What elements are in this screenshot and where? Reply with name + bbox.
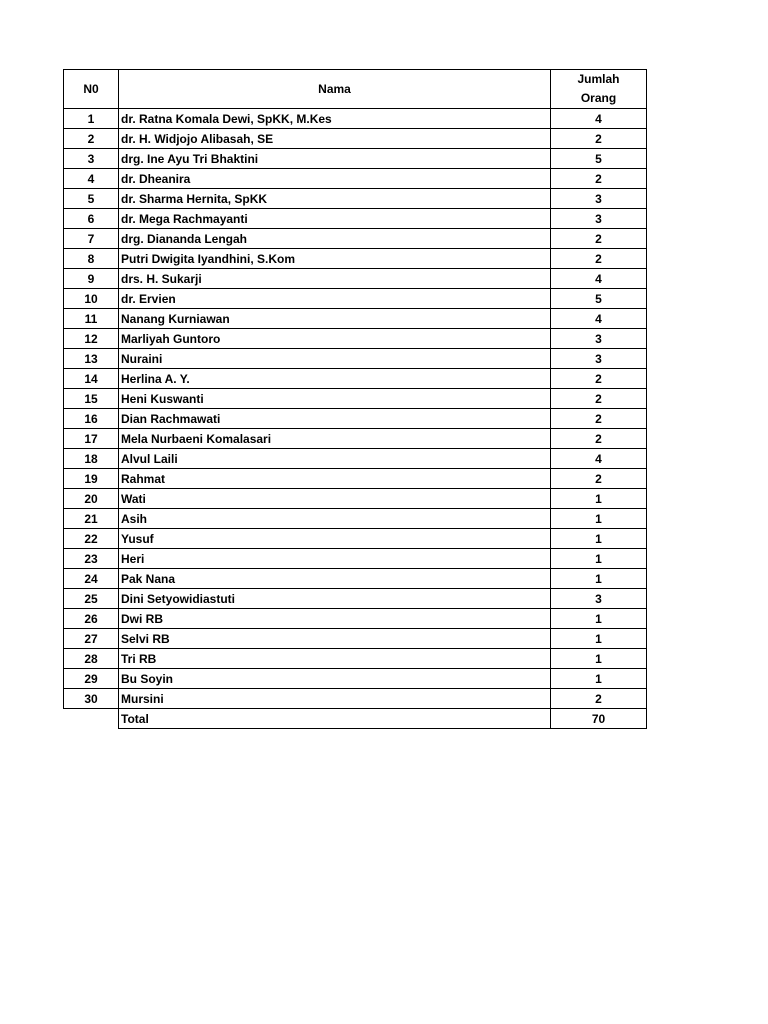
table-row <box>64 349 647 369</box>
row-jumlah: 4 <box>551 449 647 469</box>
total-value: 70 <box>551 709 647 729</box>
row-nama: dr. Dheanira <box>119 169 551 189</box>
row-nama: drg. Ine Ayu Tri Bhaktini <box>119 149 551 169</box>
table-row <box>64 189 647 209</box>
row-nama: Yusuf <box>119 529 551 549</box>
row-nama: dr. H. Widjojo Alibasah, SE <box>119 129 551 149</box>
row-no: 4 <box>64 169 119 189</box>
row-jumlah: 4 <box>551 309 647 329</box>
header-jumlah-line1: Jumlah <box>577 72 620 86</box>
row-nama: Tri RB <box>119 649 551 669</box>
row-nama: Alvul Laili <box>119 449 551 469</box>
row-no: 19 <box>64 469 119 489</box>
row-no: 18 <box>64 449 119 469</box>
table-row <box>64 649 647 669</box>
row-no: 29 <box>64 669 119 689</box>
row-nama: Mursini <box>119 689 551 709</box>
row-nama: Dwi RB <box>119 609 551 629</box>
table-row <box>64 549 647 569</box>
row-jumlah: 2 <box>551 689 647 709</box>
table-row <box>64 429 647 449</box>
header-no: N0 <box>64 70 119 109</box>
row-no: 11 <box>64 309 119 329</box>
row-jumlah: 1 <box>551 489 647 509</box>
table-row <box>64 589 647 609</box>
row-nama: drg. Diananda Lengah <box>119 229 551 249</box>
row-jumlah: 1 <box>551 549 647 569</box>
row-nama: Heni Kuswanti <box>119 389 551 409</box>
row-no: 9 <box>64 269 119 289</box>
row-jumlah: 2 <box>551 469 647 489</box>
row-jumlah: 1 <box>551 569 647 589</box>
row-nama: Mela Nurbaeni Komalasari <box>119 429 551 449</box>
row-jumlah: 1 <box>551 669 647 689</box>
row-jumlah: 2 <box>551 249 647 269</box>
row-jumlah: 5 <box>551 149 647 169</box>
row-jumlah: 1 <box>551 509 647 529</box>
row-jumlah: 1 <box>551 529 647 549</box>
row-no: 14 <box>64 369 119 389</box>
row-nama: Asih <box>119 509 551 529</box>
table-row <box>64 469 647 489</box>
row-no: 6 <box>64 209 119 229</box>
table-row <box>64 669 647 689</box>
row-nama: Dian Rachmawati <box>119 409 551 429</box>
table-row <box>64 289 647 309</box>
row-no: 17 <box>64 429 119 449</box>
row-jumlah: 1 <box>551 649 647 669</box>
row-no: 13 <box>64 349 119 369</box>
table-row <box>64 129 647 149</box>
table-row <box>64 309 647 329</box>
row-nama: Nanang Kurniawan <box>119 309 551 329</box>
row-jumlah: 3 <box>551 189 647 209</box>
table-body <box>64 109 647 709</box>
row-nama: Marliyah Guntoro <box>119 329 551 349</box>
attendance-table <box>63 69 647 729</box>
row-no: 15 <box>64 389 119 409</box>
table-row <box>64 209 647 229</box>
row-jumlah: 3 <box>551 349 647 369</box>
row-jumlah: 1 <box>551 609 647 629</box>
row-nama: Wati <box>119 489 551 509</box>
row-jumlah: 2 <box>551 369 647 389</box>
table-row <box>64 329 647 349</box>
total-blank-cell <box>64 709 119 729</box>
row-no: 16 <box>64 409 119 429</box>
row-no: 3 <box>64 149 119 169</box>
row-no: 26 <box>64 609 119 629</box>
row-jumlah: 3 <box>551 329 647 349</box>
table-row <box>64 529 647 549</box>
table-row <box>64 169 647 189</box>
row-nama: Selvi RB <box>119 629 551 649</box>
table-row <box>64 609 647 629</box>
row-no: 8 <box>64 249 119 269</box>
table-row <box>64 229 647 249</box>
row-nama: Heri <box>119 549 551 569</box>
total-row <box>64 709 647 729</box>
row-jumlah: 3 <box>551 209 647 229</box>
row-no: 12 <box>64 329 119 349</box>
total-label: Total <box>119 709 551 729</box>
table-row <box>64 409 647 429</box>
table-row <box>64 149 647 169</box>
row-no: 28 <box>64 649 119 669</box>
header-jumlah-line2: Orang <box>580 91 617 105</box>
row-nama: dr. Mega Rachmayanti <box>119 209 551 229</box>
table-row <box>64 489 647 509</box>
row-no: 25 <box>64 589 119 609</box>
table-row <box>64 569 647 589</box>
row-nama: Herlina A. Y. <box>119 369 551 389</box>
row-jumlah: 2 <box>551 429 647 449</box>
table-row <box>64 509 647 529</box>
table-row <box>64 109 647 129</box>
row-no: 27 <box>64 629 119 649</box>
row-nama: Dini Setyowidiastuti <box>119 589 551 609</box>
table-row <box>64 389 647 409</box>
row-no: 1 <box>64 109 119 129</box>
row-jumlah: 4 <box>551 269 647 289</box>
row-nama: Putri Dwigita Iyandhini, S.Kom <box>119 249 551 269</box>
table-row <box>64 629 647 649</box>
row-no: 23 <box>64 549 119 569</box>
row-no: 21 <box>64 509 119 529</box>
row-nama: Rahmat <box>119 469 551 489</box>
table-row <box>64 249 647 269</box>
table-row <box>64 369 647 389</box>
row-nama: Bu Soyin <box>119 669 551 689</box>
row-jumlah: 2 <box>551 129 647 149</box>
row-jumlah: 4 <box>551 109 647 129</box>
row-jumlah: 5 <box>551 289 647 309</box>
table-row <box>64 269 647 289</box>
header-row <box>64 70 647 109</box>
row-nama: drs. H. Sukarji <box>119 269 551 289</box>
row-no: 20 <box>64 489 119 509</box>
row-nama: Pak Nana <box>119 569 551 589</box>
row-jumlah: 1 <box>551 629 647 649</box>
row-jumlah: 2 <box>551 389 647 409</box>
row-jumlah: 2 <box>551 229 647 249</box>
row-no: 2 <box>64 129 119 149</box>
header-jumlah <box>551 70 647 109</box>
row-jumlah: 2 <box>551 169 647 189</box>
row-no: 24 <box>64 569 119 589</box>
row-no: 5 <box>64 189 119 209</box>
row-nama: dr. Ervien <box>119 289 551 309</box>
row-no: 10 <box>64 289 119 309</box>
row-no: 22 <box>64 529 119 549</box>
table-row <box>64 449 647 469</box>
row-nama: dr. Sharma Hernita, SpKK <box>119 189 551 209</box>
table-row <box>64 689 647 709</box>
header-nama: Nama <box>119 70 551 109</box>
row-nama: Nuraini <box>119 349 551 369</box>
row-jumlah: 2 <box>551 409 647 429</box>
row-no: 30 <box>64 689 119 709</box>
row-jumlah: 3 <box>551 589 647 609</box>
row-nama: dr. Ratna Komala Dewi, SpKK, M.Kes <box>119 109 551 129</box>
row-no: 7 <box>64 229 119 249</box>
